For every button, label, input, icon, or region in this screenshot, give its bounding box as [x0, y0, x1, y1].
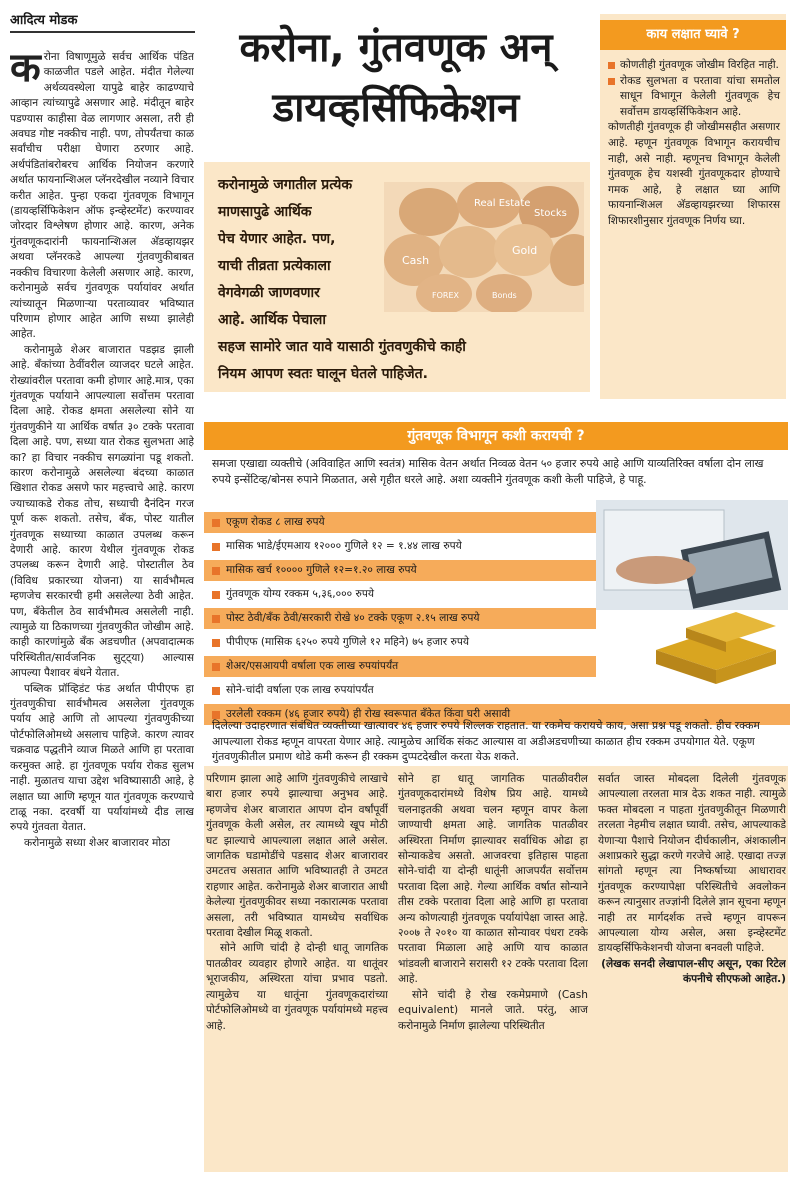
author-note: (लेखक सनदी लेखापाल-सीए असून, एका रिटेल कंपनीचे सीएफओ आहेत.) [601, 957, 786, 986]
intro-line: सहज सामोरे जात यावे यासाठी गुंतवणुकीचे काही [218, 339, 466, 355]
intro-line: आहे. आर्थिक पेचाला [218, 312, 327, 328]
square-bullet-icon [212, 543, 220, 551]
allocation-row [204, 584, 614, 605]
intro-line: वेगवेगळी जाणवणार [218, 285, 320, 301]
sidebar-bullet-item [608, 74, 780, 121]
intro-line: याची तीव्रता प्रत्येकाला [218, 258, 331, 274]
square-bullet-icon [212, 519, 220, 527]
allocation-row [204, 656, 614, 677]
allocation-list [204, 512, 614, 728]
square-bullet-icon [212, 663, 220, 671]
author-byline: आदित्य मोडक [10, 10, 195, 33]
allocation-text: पोस्ट ठेवी/बँक ठेवी/सरकारी रोखे ४० टक्के एकूण २.१५ लाख रुपये [226, 612, 480, 624]
square-bullet-icon [212, 639, 220, 647]
allocation-row [204, 512, 614, 533]
allocation-text: उरलेली रक्कम (४६ हजार रुपये) ही रोख स्वरूपात बँकेत किंवा घरी असावी [226, 708, 511, 720]
square-bullet-icon [212, 591, 220, 599]
square-bullet-icon [212, 687, 220, 695]
intro-line: माणसापुढे आर्थिक [218, 204, 312, 220]
square-bullet-icon [608, 62, 615, 69]
headline-line-2: डायव्हर्सिफिकेशन [272, 85, 520, 131]
section-heading: गुंतवणूक विभागून कशी करायची ? [204, 422, 788, 450]
drop-cap: क [10, 50, 41, 91]
sidebar-item-text: रोकड सुलभता व परतावा यांचा समतोल साधून विभागून केलेली गुंतवणूक हेच सर्वोत्तम डायव्हर्सिफिकेशन आहे. [620, 74, 780, 118]
sidebar-box [600, 14, 786, 399]
sidebar-body [608, 58, 780, 230]
headline [200, 18, 592, 138]
paragraph: पब्लिक प्रॉव्हिडंट फंड अर्थात पीपीएफ हा गुंतवणुकीचा सार्वभौमत्व असलेला गुंतवणूक पर्याय आहे आणि तो आपल्या गुंतवणुकीच्या पोर्टफोलिओमध्ये असलाच पाहिजे. कारण त्यावर चक्रवाढ पद्धतीने व्याज मिळते आणि हा परतावा करमुक्त आहे. हा गुंतवणूक पर्याय रोकड सुलभ नाही. मुळातच याचा उद्देश भविष्यासाठी आहे, हे लक्षात घ्या आणि म्हणून यात गुंतवणूक करण्याचे टाळू नका. दरवर्षी या पर्यायांमध्ये दीड लाख रुपये गुंतवता येतात. [10, 682, 194, 834]
egg-label: FOREX [432, 291, 459, 300]
example-intro: समजा एखाद्या व्यक्तीचे (अविवाहित आणि स्वतंत्र) मासिक वेतन अर्थात निव्वळ वेतन ५० हजार रुपये आहे आणि याव्यतिरिक्त वर्षाला दोन लाख रुपये इन्सेंटिव्ह/बोनस रुपाने मिळतात, असे गृहीत धरले आहे. अशा व्यक्तीने गुंतवणूक कशी केली पाहिजे, हे पाहू. [212, 457, 764, 486]
square-bullet-icon [212, 615, 220, 623]
allocation-row [204, 632, 614, 653]
article-column-3 [398, 772, 588, 1168]
example-box [204, 452, 788, 762]
egg-label: Bonds [492, 291, 517, 300]
paragraph: सोने चांदी हे रोख रकमेप्रमाणे (Cash equivalent) मानले जाते. परंतु, आज करोनामुळे निर्माण झालेल्या परिस्थितीत [398, 988, 588, 1032]
intro-line: नियम आपण स्वतः घालून घेतले पाहिजेत. [218, 366, 428, 382]
intro-box [204, 162, 590, 392]
headline-line-1: करोना, गुंतवणूक अन् [239, 25, 553, 71]
paragraph: करोनामुळे सध्या शेअर बाजारावर मोठा [24, 836, 171, 849]
sidebar-title: काय लक्षात घ्यावे ? [600, 20, 786, 50]
allocation-row [204, 608, 614, 629]
square-bullet-icon [212, 567, 220, 575]
intro-line: करोनामुळे जगातील प्रत्येक [218, 177, 353, 193]
intro-line: पेच येणार आहेत. पण, [218, 231, 336, 247]
lead-paragraph [10, 50, 194, 343]
article-column-2 [206, 772, 388, 1168]
article-column-4 [598, 772, 786, 1168]
allocation-text: एकूण रोकड ८ लाख रुपये [226, 516, 325, 528]
finance-photo [596, 500, 788, 690]
egg-label: Gold [512, 244, 538, 257]
sidebar-item-text: कोणतीही गुंतवणूक जोखीम विरहित नाही. [620, 59, 779, 71]
allocation-text: मासिक खर्च १०००० गुणिले १२=१.२० लाख रुपये [226, 564, 417, 576]
allocation-text: पीपीएफ (मासिक ६२५० रुपये गुणिले १२ महिने) ७५ हजार रुपये [226, 636, 469, 648]
square-bullet-icon [608, 78, 615, 85]
allocation-text: शेअर/एसआयपी वर्षाला एक लाख रुपयांपर्यंत [226, 660, 399, 672]
egg-label: Stocks [534, 208, 567, 219]
allocation-row [204, 536, 614, 557]
allocation-row [204, 560, 614, 581]
sidebar-bullet-item [608, 58, 780, 74]
allocation-text: गुंतवणूक योग्य रक्कम ५,३६,००० रुपये [226, 588, 375, 600]
allocation-row [204, 680, 614, 701]
example-footer-text: दिलेल्या उदाहरणात संबंधित व्यक्तीच्या खात्यावर ४६ हजार रुपये शिल्लक राहतात. या रकमेच करायचे काय, असा प्रश्न पडू शकतो. हीच रक्कम आपल्याला रोकड म्हणून वापरता येणार आहे. त्यामुळेच आर्थिक संकट आल्यास वा अडीअडचणीच्या काळात हीच रक्कम उपयोगात येते. एकूण गुंतवणुकीतील प्रमाण थोडे कमी करून ही रक्कम दुप्पटदेखील करता येऊ शकते. [212, 719, 760, 764]
intro-text [218, 172, 580, 388]
paragraph: परिणाम झाला आहे आणि गुंतवणुकीचे लाखाचे बारा हजार रुपये झाल्याचा अनुभव आहे. म्हणजेच शेअर बाजारात आपण दोन वर्षांपूर्वी गुंतवणूक केली असेल, तर त्यामध्ये खूप मोठी घट झाल्याचे आपल्याला लक्षात आले असेल. जागतिक घडामोडींचे पडसाद शेअर बाजारावर उमटतच असतात आणि भविष्यातही ते उमटत राहणार आहेत. करोनामुळे शेअर बाजारात आधी केलेल्या गुंतवणुकीवर सध्या नकारात्मक परतावा असला, तरी भविष्यात यामध्येच सर्वाधिक परतावा देखील मिळू शकतो. [206, 773, 388, 940]
lead-text: रोना विषाणूमुळे सर्वच आर्थिक पंडित काळजीत पडले आहेत. मंदीत गेलेल्या अर्थव्यवस्थेला यापुढे बाहेर काढण्याचे आव्हान त्यांच्यापुढे असणार आहे. मंदीतून बाहेर पडण्यास काहीसा वेळ लागणार असला, तरी ही अवघड गोष्ट नक्कीच नाही. पण, तोपर्यंतचा काळ सर्वांचीच परीक्षा घेणारा ठरणार आहे. अर्थपंडितांबरोबरच आर्थिक नियोजन करणारे अर्थात फायनान्शिअल प्लॅनरदेखील नव्याने विचार करीत आहेत. पुन्हा एकदा गुंतवणूक विभागून (डायव्हर्सिफिकेशन ऑफ इन्व्हेस्टमेंट) करण्यावर जोरदार विश्लेषण होणार आहे. कारण, अनेक गुंतवणूकदारांनी फायनान्शिअल अ‍ॅडव्हायझर अथवा प्लॅनरकडे आपल्या गुंतवणुकीबाबत नक्कीच विचारणा केलेली असणार आहे. कारण, करोनामुळे सर्वच गुंतवणूक पर्यायांवर अर्थात त्यांच्यातून मिळणाऱ्या परताव्यावर भविष्यात परिणाम होणार आहेत आणि सध्या झालेही आहेत. [10, 51, 194, 341]
sidebar-paragraph: कोणतीही गुंतवणूक ही जोखीमसहीत असणार आहे. म्हणून गुंतवणूक विभागून करायचीच नाही, असे नाही. म्हणूनच विभागून केलेली गुंतवणूक हेच यशस्वी गुंतवणूकदार होण्याचे गमक आहे, हे लक्षात घ्या आणि फायनान्शिअल अ‍ॅडव्हायझरच्या शिफारस शिफारशीनुसार गुंतवणूक निर्णय घ्या. [608, 121, 780, 227]
article-column-1 [10, 50, 194, 1172]
paragraph: करोनामुळे शेअर बाजारात पडझड झाली आहे. बँकांच्या ठेवींवरील व्याजदर घटले आहेत. रोख्यांवरील परतावा कमी होणार आहे.मात्र, एका गुंतवणूक पर्यायाने आपल्याला सर्वोत्तम परतावा दिला आहे. रोकड क्षमता असलेल्या सोने या गुंतवणुकीने या आर्थिक वर्षात ३० टक्के परतावा दिला आहे. पण, सध्या यात रोकड सुलभता आहे का? हा विचार नक्कीच सगळ्यांना पडू शकतो. कारण करोनामुळे असलेल्या बंदच्या काळात खिशात रोकड असणे फार महत्त्वाचे आहे. कारण ज्याच्याकडे रोकड तोच, सध्याची दैनंदिन गरज पूर्ण करू शकतो. तसेच, बँक, पोस्ट यातील गुंतवणूक सध्याच्या काळात उपलब्ध करून देणारी आहे. कारण येथील गुंतवणूक रोकड उपलब्ध करून देणारी आहे. पोस्टातील ठेव (विविध प्रकारच्या योजना) या सार्वभौमत्व म्हणजेच सरकारची हमी असलेल्या ठेवी आहेत. पण, बँकेतील ठेव सार्वभौमत्व असलेली नाही. त्यामुळे या ठिकाणच्या गुंतवणुकीत जोखीम आहे. काही कारणांमुळे बँक अडचणीत (अपवादात्मक परिस्थितीत/सार्वजनिक सुट्ट्या) आल्यास आपल्या पैशावर बंधने येतात. [10, 343, 194, 680]
paragraph: सोने हा धातू जागतिक पातळीवरील गुंतवणूकदारांमध्ये विशेष प्रिय आहे. यामध्ये चलनाइतकी अथवा चलन म्हणून वापर केला जाण्याची क्षमता आहे. जागतिक पातळीवर अस्थिरता निर्माण झाल्यावर सर्वाधिक ओढा हा सोन्याकडेच असतो. आजवरचा इतिहास पाहता सोने-चांदी या दोन्ही धातूंनी आजपर्यंत सर्वोत्तम परतावा दिला आहे. गेल्या आर्थिक वर्षात सोन्याने तीस टक्के परतावा दिला आहे आणि हा परतावा अन्य कोणत्याही गुंतवणूक पर्यायांपेक्षा जास्त आहे. २००७ ते २०१० या काळात सोन्यावर पंधरा टक्के परतावा मिळाला आहे आणि याच काळात भांडवली बाजाराने सरासरी १२ टक्के परतावा दिला आहे. [398, 773, 588, 986]
allocation-text: मासिक भाडे/ईएमआय १२००० गुणिले १२ = १.४४ लाख रुपये [226, 540, 462, 552]
paragraph: सर्वात जास्त मोबदला दिलेली गुंतवणूक आपल्याला तरलता मात्र देऊ शकत नाही. त्यामुळे फक्त मोबदला न पाहता गुंतवणुकीतून मिळणारी तरलता नेहमीच लक्षात घ्यावी. तसेच, आपल्याकडे येणाऱ्या पैशाचे नियोजन दीर्घकालीन, अंशकालीन अशाप्रकारे सुद्धा करणे गरजेचे आहे. एखादा तज्ज्ञ सांगतो म्हणून त्या निष्कर्षाच्या आधारावर गुंतवणूक करण्यापेक्षा परिस्थितीचे अवलोकन करून त्यानुसार तज्ज्ञांनी दिलेले ज्ञान सूचना म्हणून नाही तर मार्गदर्शक तत्त्वे म्हणून वापरून आपल्याला योग्य असेल, असा इन्व्हेस्टमेंट डायव्हर्सिफिकेशनची योजना बनवली पाहिजे. [598, 773, 786, 955]
egg-label: Real Estate [474, 198, 531, 209]
egg-label: Cash [402, 254, 430, 267]
allocation-text: सोने-चांदी वर्षाला एक लाख रुपयांपर्यंत [226, 684, 374, 696]
paragraph: सोने आणि चांदी हे दोन्ही धातू जागतिक पातळीवर व्यवहार होणारे आहेत. या धातूंवर भूराजकीय, अस्थिरता यांचा प्रभाव पडतो. त्यामुळेच या धातूंना गुंतवणूकदारांच्या पोर्टफोलिओमध्ये वा गुंतवणूक पर्यायांमध्ये महत्त्व आहे. [206, 942, 388, 1032]
